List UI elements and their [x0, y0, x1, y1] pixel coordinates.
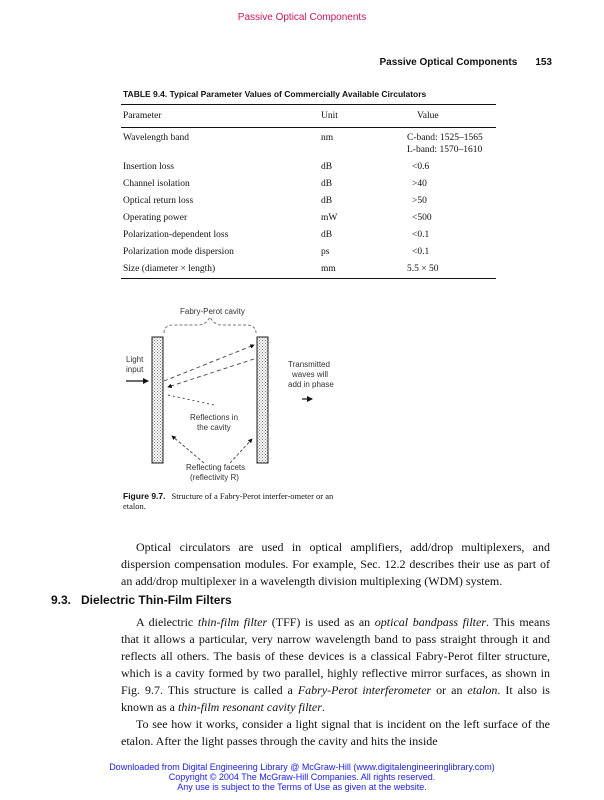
section-title: Dielectric Thin-Film Filters — [81, 593, 232, 607]
cell-parameter: Polarization-dependent loss — [123, 230, 229, 240]
facet-pointer-left — [172, 436, 204, 463]
figure-caption — [123, 491, 353, 511]
section-heading — [51, 593, 242, 607]
fabry-perot-diagram — [118, 301, 348, 489]
cell-unit: mW — [321, 213, 338, 223]
table-header-row — [121, 110, 496, 128]
table-top-rule — [121, 104, 496, 105]
cell-parameter: Size (diameter × length) — [123, 264, 216, 274]
cell-value-line2: L-band: 1570–1610 — [407, 145, 483, 155]
reflection-ray-2 — [168, 359, 254, 387]
label-facets-line2: (reflectivity R) — [190, 473, 239, 482]
table-row — [121, 178, 496, 195]
cell-unit: dB — [321, 179, 333, 189]
cell-unit: nm — [321, 133, 334, 143]
running-head — [379, 57, 552, 68]
cell-unit: ps — [321, 247, 330, 257]
cell-value-line1: C-band: 1525–1565 — [407, 133, 483, 143]
table-row — [121, 229, 496, 246]
right-mirror-plate — [257, 337, 268, 463]
cell-unit: dB — [321, 196, 333, 206]
cell-parameter: Wavelength band — [123, 133, 189, 143]
cell-value: <0.1 — [412, 247, 430, 257]
table-row — [121, 128, 496, 161]
figure-caption-label: Figure 9.7. — [123, 491, 166, 501]
cell-unit: mm — [321, 264, 336, 274]
footer-copyright: Copyright © 2004 The McGraw-Hill Companies. All rights reserved. — [168, 772, 436, 782]
cell-value: <0.1 — [412, 230, 430, 240]
facet-pointer-right — [230, 439, 252, 463]
cell-value — [405, 128, 496, 161]
label-light-input-line1: Light — [126, 355, 144, 364]
table-caption: TABLE 9.4. Typical Parameter Values of Commercially Available Circulators — [123, 89, 427, 99]
table-row — [121, 212, 496, 229]
label-light-input-line2: input — [126, 365, 144, 374]
cell-unit: dB — [321, 230, 333, 240]
paragraph-tff-text: A dielectric thin-film filter (TFF) is used as an optical bandpass filter. This means that it allows a particular, very narrow wavelength band to pass straight through it and reflects all others. The basis of these devices is a classical Fabry-Perot filter structure, which is a cavity formed by two parallel, highly reflective mirror surfaces, as shown in Fig. 9.7. This structure is called a Fabry-Perot interferometer or an etalon. It also is known as a thin-film resonant cavity filter. — [121, 615, 551, 714]
cell-value: >50 — [412, 196, 427, 206]
label-transmitted-line2: waves will — [292, 370, 329, 379]
left-mirror-plate — [152, 337, 163, 463]
cell-value: >40 — [412, 179, 427, 189]
running-head-title: Passive Optical Components — [379, 57, 518, 68]
paragraph-circulators — [121, 539, 550, 590]
cell-parameter: Optical return loss — [123, 196, 194, 206]
label-transmitted-line1: Transmitted — [288, 360, 330, 369]
label-transmitted-line3: add in phase — [288, 380, 334, 389]
header-value: Value — [417, 111, 439, 121]
cell-parameter: Operating power — [123, 213, 188, 223]
table-row — [121, 263, 496, 280]
table-row — [121, 246, 496, 263]
page-number: 153 — [535, 57, 552, 68]
table-row — [121, 161, 496, 178]
reflection-ray-3 — [168, 395, 214, 405]
cell-parameter: Polarization mode dispersion — [123, 247, 234, 257]
label-reflections-line2: the cavity — [197, 423, 231, 432]
top-banner: Passive Optical Components — [237, 12, 367, 23]
label-facets-line1: Reflecting facets — [186, 463, 246, 472]
header-unit: Unit — [321, 111, 338, 121]
table-row — [121, 195, 496, 212]
label-cavity: Fabry-Perot cavity — [180, 307, 245, 316]
footer-terms[interactable]: Any use is subject to the Terms of Use as given at the website. — [177, 782, 427, 792]
header-parameter: Parameter — [123, 111, 162, 121]
paragraph-how-it-works-text: To see how it works, consider a light signal that is incident on the left surface of the etalon. After the light passes through the cavity and hits the inside — [121, 717, 550, 748]
section-number: 9.3. — [51, 593, 72, 607]
cell-parameter: Channel isolation — [123, 179, 190, 189]
footer — [0, 762, 604, 792]
footer-download-link[interactable]: Downloaded from Digital Engineering Library @ McGraw-Hill (www.digitalengineeringlibrary.com) — [109, 762, 495, 772]
paragraph-tff — [121, 614, 550, 750]
cell-parameter: Insertion loss — [123, 162, 174, 172]
cell-value: <500 — [412, 213, 432, 223]
cavity-bracket — [164, 317, 256, 333]
paragraph-circulators-text: Optical circulators are used in optical amplifiers, add/drop multiplexers, and dispersion compensation modules. For example, Sec. 12.2 describes their use as part of an add/drop multiplexer in a wavelength division multiplexing (WDM) system. — [121, 540, 550, 588]
cell-unit: dB — [321, 162, 333, 172]
label-reflections-line1: Reflections in — [190, 413, 239, 422]
cell-value: <0.6 — [412, 162, 430, 172]
parameter-table — [121, 110, 496, 280]
cell-value: 5.5 × 50 — [407, 264, 439, 274]
figure-caption-text: Structure of a Fabry-Perot interfer-ometer or an etalon. — [123, 491, 334, 511]
